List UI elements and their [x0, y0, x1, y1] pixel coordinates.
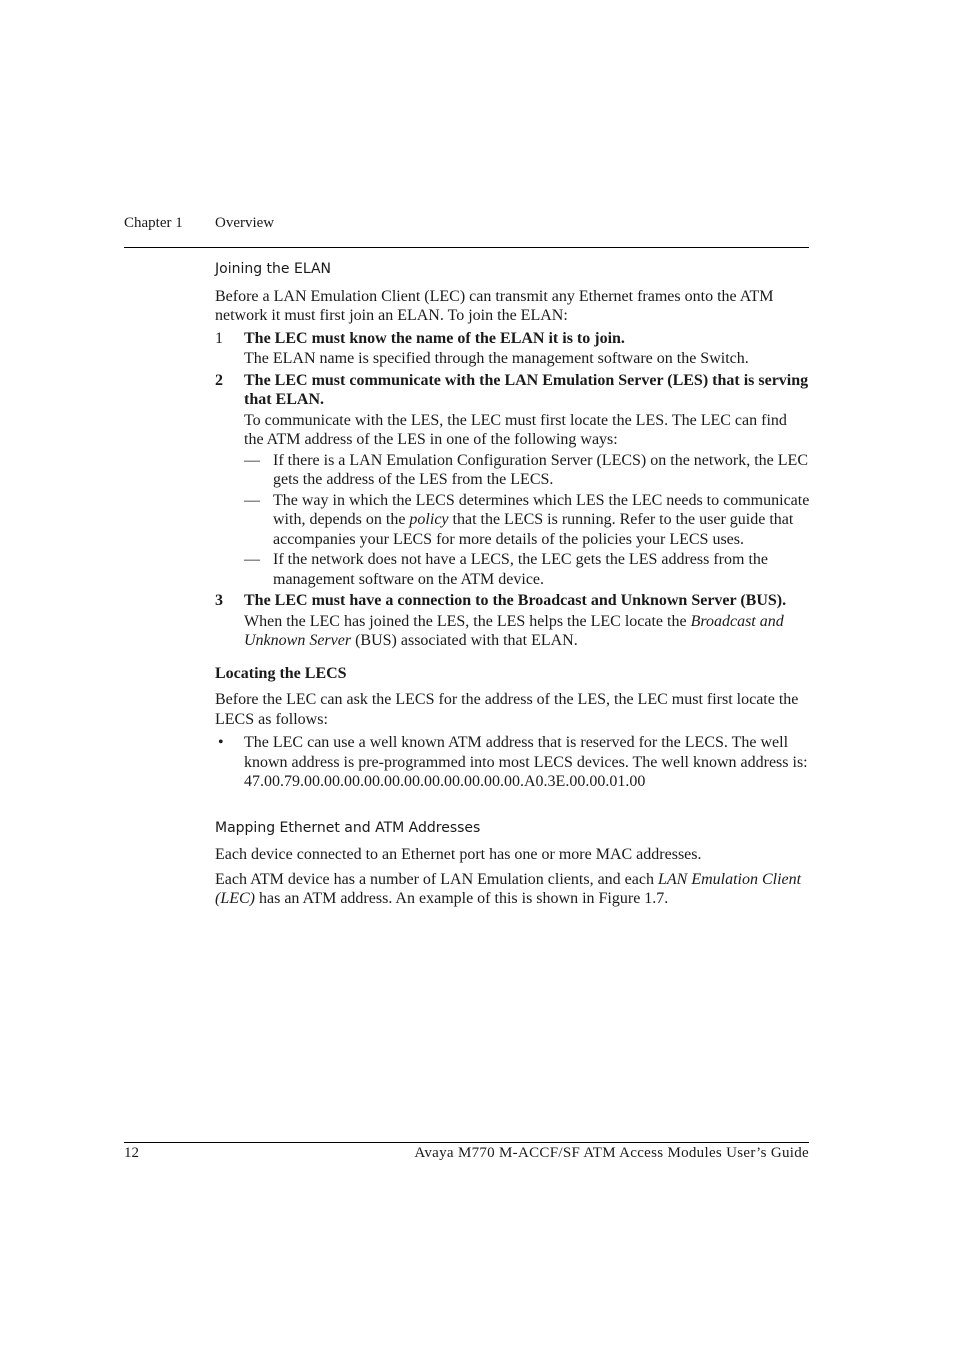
- header-rule: [124, 247, 809, 248]
- policy-term: policy: [409, 511, 449, 528]
- step-number: 1: [215, 329, 223, 347]
- joining-intro: Before a LAN Emulation Client (LEC) can transmit any Ethernet frames onto the ATM network it must first join an ELAN. To join the ELAN:: [215, 287, 774, 324]
- dash-text: The way in which the LECS determines which LES the LEC needs to communicate with, depends on the policy that the LECS is running. Refer to the user guide that accompanies your LECS for more details of the policies your LECS uses.: [273, 491, 810, 548]
- dash-text: If there is a LAN Emulation Configuration Server (LECS) on the network, the LEC gets the address of the LES from the LECS.: [273, 451, 808, 488]
- mapping-paragraph-1: Each device connected to an Ethernet port has one or more MAC addresses.: [215, 846, 702, 863]
- dash-text: If the network does not have a LECS, the LEC gets the LES address from the management software on the ATM device.: [273, 551, 768, 588]
- step-2: [215, 371, 810, 590]
- page-number: 12: [124, 1145, 139, 1161]
- dash-mark: —: [244, 551, 260, 568]
- step-1: [215, 329, 810, 369]
- dash-item: [244, 491, 810, 550]
- heading-mapping: Mapping Ethernet and ATM Addresses: [215, 819, 481, 836]
- step-title: The LEC must know the name of the ELAN it is to join.: [244, 329, 625, 347]
- dash-mark: —: [244, 491, 260, 509]
- heading-joining-elan: Joining the ELAN: [215, 261, 331, 277]
- step-title: The LEC must communicate with the LAN Emulation Server (LES) that is serving that ELAN.: [244, 371, 809, 408]
- step-body: To communicate with the LES, the LEC must first locate the LES. The LEC can find the ATM address of the LES in one of the following ways:: [244, 411, 787, 448]
- bus-term: Broadcast and Unknown Server: [244, 612, 784, 649]
- bullet-item: [215, 733, 810, 792]
- lec-term: LAN Emulation Client (LEC): [215, 870, 802, 907]
- section-label: Overview: [215, 215, 275, 231]
- mapping-paragraph-2: Each ATM device has a number of LAN Emulation clients, and each LAN Emulation Client (LEC) has an ATM address. An example of this is shown in Figure 1.7.: [215, 870, 802, 907]
- locating-intro: Before the LEC can ask the LECS for the address of the LES, the LEC must first locate the LECS as follows:: [215, 691, 799, 728]
- book-title: Avaya M770 M-ACCF/SF ATM Access Modules User’s Guide: [414, 1145, 809, 1161]
- footer-rule: [124, 1142, 809, 1143]
- heading-locating-lecs: Locating the LECS: [215, 664, 347, 682]
- step-3: [215, 591, 810, 651]
- page-content: [215, 260, 810, 912]
- dash-item: [244, 451, 810, 490]
- step-body: The ELAN name is specified through the management software on the Switch.: [244, 350, 749, 367]
- step-body: When the LEC has joined the LES, the LES helps the LEC locate the Broadcast and Unknown Server (BUS) associated with that ELAN.: [244, 612, 784, 649]
- chapter-label: Chapter 1: [124, 215, 183, 231]
- step-title: The LEC must have a connection to the Broadcast and Unknown Server (BUS).: [244, 592, 787, 609]
- step-number: 3: [215, 592, 223, 609]
- step-number: 2: [215, 371, 223, 389]
- bullet-text: The LEC can use a well known ATM address that is reserved for the LECS. The well known address is pre-programmed into most LECS devices. The well known address is: 47.00.79.00.00.00.00.00.00.00.00.00.00.00.A0.3E.00.00.01.00: [244, 734, 808, 790]
- dash-item: [244, 550, 810, 589]
- bullet-mark: •: [218, 734, 224, 751]
- dash-mark: —: [244, 451, 260, 469]
